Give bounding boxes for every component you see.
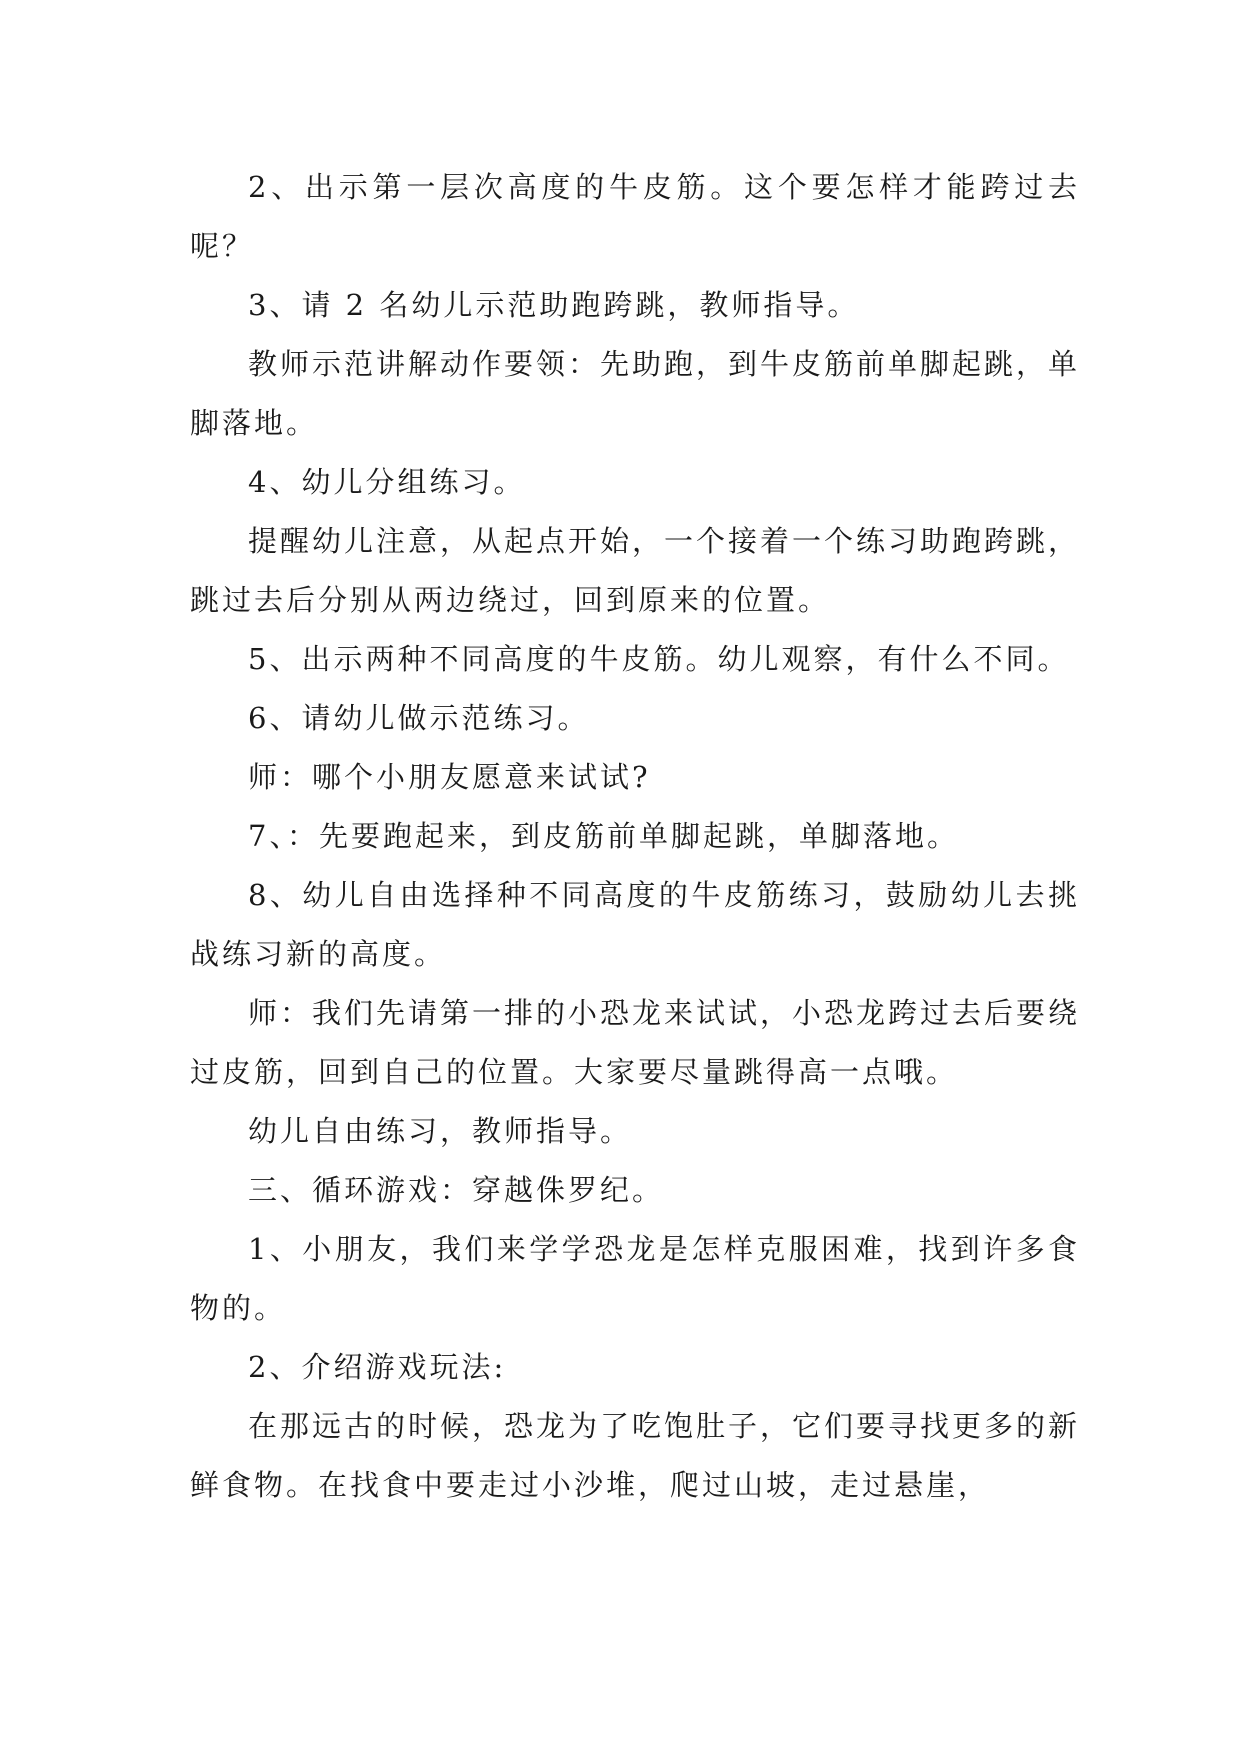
paragraph: 教师示范讲解动作要领：先助跑，到牛皮筋前单脚起跳，单脚落地。 (190, 347, 1081, 440)
paragraph: 4、幼儿分组练习。 (248, 465, 526, 499)
paragraph: 2、介绍游戏玩法: (248, 1350, 507, 1384)
paragraph: 6、请幼儿做示范练习。 (248, 701, 590, 735)
paragraph: 提醒幼儿注意，从起点开始，一个接着一个练习助跑跨跳，跳过去后分别从两边绕过，回到原来的位置。 (190, 524, 1081, 617)
document-body (190, 158, 1080, 1515)
paragraph: 7、：先要跑起来，到皮筋前单脚起跳，单脚落地。 (248, 819, 959, 853)
paragraph: 5、出示两种不同高度的牛皮筋。幼儿观察，有什么不同。 (248, 642, 1070, 676)
paragraph: 2、出示第一层次高度的牛皮筋。这个要怎样才能跨过去呢？ (190, 170, 1080, 263)
paragraph: 在那远古的时候，恐龙为了吃饱肚子，它们要寻找更多的新鲜食物。在找食中要走过小沙堆，爬过山坡，走过悬崖， (190, 1409, 1081, 1502)
paragraph: 1、小朋友，我们来学学恐龙是怎样克服困难，找到许多食物的。 (190, 1232, 1080, 1325)
paragraph: 8、幼儿自由选择种不同高度的牛皮筋练习，鼓励幼儿去挑战练习新的高度。 (190, 878, 1080, 971)
paragraph: 三、循环游戏：穿越侏罗纪。 (248, 1173, 665, 1207)
paragraph: 幼儿自由练习，教师指导。 (248, 1114, 633, 1148)
paragraph: 师：我们先请第一排的小恐龙来试试，小恐龙跨过去后要绕过皮筋，回到自己的位置。大家要尽量跳得高一点哦。 (190, 996, 1081, 1089)
paragraph: 师：哪个小朋友愿意来试试? (248, 760, 651, 794)
paragraph: 3、请 2 名幼儿示范助跑跨跳，教师指导。 (248, 288, 860, 322)
